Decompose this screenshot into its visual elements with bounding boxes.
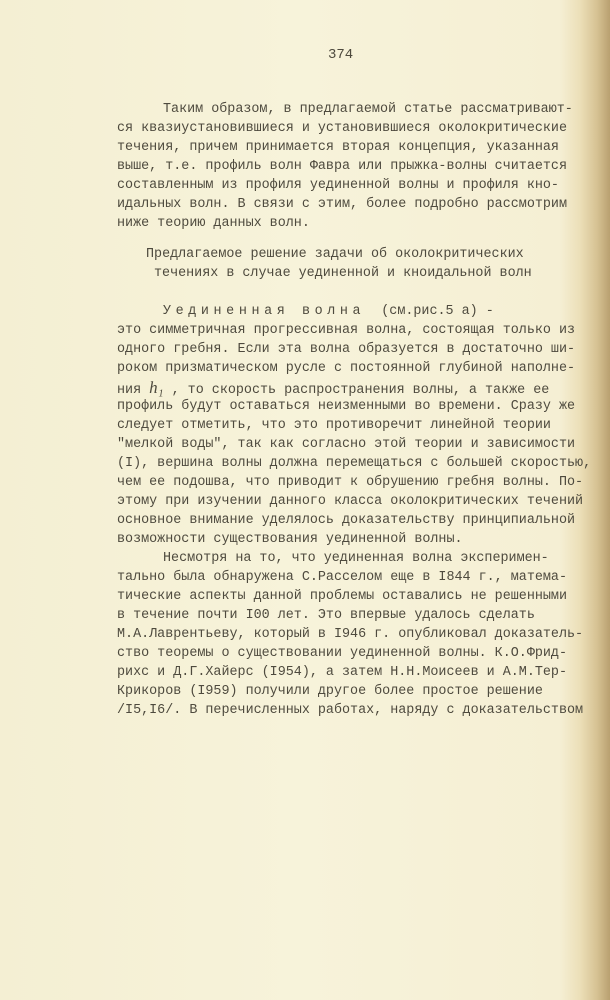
figure-reference: (см.рис.5 а) - [381, 304, 494, 319]
text-line: ся квазиустановившиеся и установившиеся околокритические [117, 121, 567, 136]
text-line: рихс и Д.Г.Хайерс (I954), а затем Н.Н.Моисеев и А.М.Тер- [117, 665, 567, 680]
math-symbol: h₁ [149, 378, 164, 397]
text-line: этому при изучении данного класса околокритических течений [117, 494, 584, 509]
text-line: в течение почти I00 лет. Это впервые удалось сделать [117, 608, 535, 623]
text-line: основное внимание уделялось доказательству принципиальной [117, 513, 576, 528]
text-line: выше, т.е. профиль волн Фавра или прыжка-волны считается [117, 159, 567, 174]
text-line: М.А.Лаврентьеву, который в I946 г. опубликовал доказатель- [117, 627, 584, 642]
text-line: тические аспекты данной проблемы оставались не решенными [117, 589, 567, 604]
text-line: Несмотря на то, что уединенная волна эксперимен- [163, 551, 549, 566]
text-line: Крикоров (I959) получили другое более простое решение [117, 684, 543, 699]
text-line: тально была обнаружена С.Расселом еще в I844 г., матема- [117, 570, 567, 585]
section-heading-line: течениях в случае уединенной и кноидальной волн [154, 266, 532, 281]
text-line: роком призматическом русле с постоянной глубиной наполне- [117, 361, 576, 376]
text-line: Таким образом, в предлагаемой статье рассматривают- [163, 102, 573, 117]
text-span: ния [117, 383, 150, 398]
text-span: , то скорость распространения волны, а также ее [163, 383, 550, 398]
text-line: "мелкой воды", так как согласно этой теории и зависимости [117, 437, 576, 452]
text-line: /I5,I6/. В перечисленных работах, наряду с доказательством [117, 703, 584, 718]
text-line: чем ее подошва, что приводит к обрушению гребня волны. По- [117, 475, 584, 490]
text-line: составленным из профиля уединенной волны и профиля кно- [117, 178, 559, 193]
text-line [163, 302, 494, 321]
text-line: профиль будут оставаться неизменными во времени. Сразу же [117, 399, 576, 414]
text-line: течения, причем принимается вторая концепция, указанная [117, 140, 559, 155]
page-number: 374 [328, 47, 354, 63]
section-heading-line: Предлагаемое решение задачи об околокритических [146, 247, 524, 262]
text-line: ство теоремы о существовании уединенной волны. К.О.Фрид- [117, 646, 567, 661]
spaced-term: Уединенная волна [163, 304, 366, 319]
text-line: одного гребня. Если эта волна образуется в достаточно ши- [117, 342, 576, 357]
text-line: ниже теорию данных волн. [117, 216, 310, 231]
text-line: это симметричная прогрессивная волна, состоящая только из [117, 323, 576, 338]
text-line: следует отметить, что это противоречит линейной теории [117, 418, 551, 433]
text-line: возможности существования уединенной волны. [117, 532, 463, 547]
text-line: идальных волн. В связи с этим, более подробно рассмотрим [117, 197, 567, 212]
text-line: (I), вершина волны должна перемещаться с большей скоростью, [117, 456, 592, 471]
